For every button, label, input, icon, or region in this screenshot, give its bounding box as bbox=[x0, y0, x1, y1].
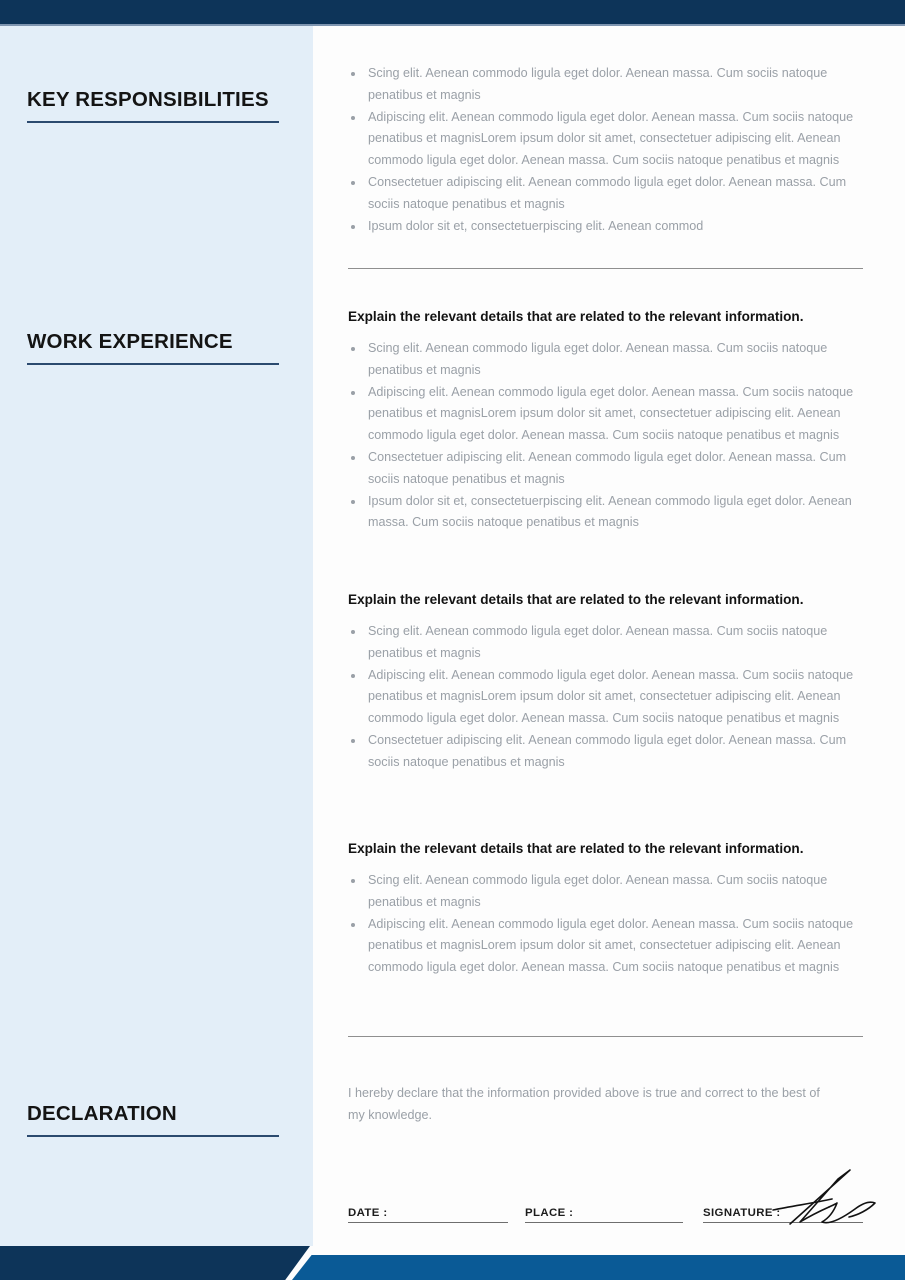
bullet-item: • Scing elit. Aenean commodo ligula eget dolor. Aenean massa. Cum sociis natoque penatibus et magnis bbox=[365, 63, 881, 107]
divider bbox=[348, 268, 863, 269]
bullet-item: • Adipiscing elit. Aenean commodo ligula eget dolor. Aenean massa. Cum sociis natoque penatibus et magnisLorem ipsum dolor sit amet, consectetuer adipiscing elit. Aenean commodo ligula eget dolor. Aenean massa. Cum sociis natoque penatibus et magnis bbox=[365, 382, 864, 447]
declaration-text: I hereby declare that the information provided above is true and correct to the best of my knowledge. bbox=[348, 1086, 820, 1122]
key-responsibilities-list bbox=[348, 63, 881, 237]
bottom-left-accent-band bbox=[0, 1246, 310, 1280]
experience-entry-title: Explain the relevant details that are related to the relevant information. bbox=[348, 841, 804, 856]
bullet-item: • Adipiscing elit. Aenean commodo ligula eget dolor. Aenean massa. Cum sociis natoque penatibus et magnisLorem ipsum dolor sit amet, consectetuer adipiscing elit. Aenean commodo ligula eget dolor. Aenean massa. Cum sociis natoque penatibus et magnis bbox=[365, 107, 881, 172]
experience-entry-title: Explain the relevant details that are related to the relevant information. bbox=[348, 309, 804, 324]
bullet-item: • Consectetuer adipiscing elit. Aenean commodo ligula eget dolor. Aenean massa. Cum sociis natoque penatibus et magnis bbox=[365, 730, 864, 774]
place-label: PLACE : bbox=[525, 1207, 574, 1219]
bullet-item: • Scing elit. Aenean commodo ligula eget dolor. Aenean massa. Cum sociis natoque penatibus et magnis bbox=[365, 621, 864, 665]
signature-label: SIGNATURE : bbox=[703, 1207, 781, 1219]
experience-entry bbox=[348, 839, 864, 979]
bullet-item: • Ipsum dolor sit et, consectetuerpiscing elit. Aenean commod bbox=[365, 216, 881, 238]
bullet-item: • Ipsum dolor sit et, consectetuerpiscing elit. Aenean commodo ligula eget dolor. Aenean massa. Cum sociis natoque penatibus et magnis bbox=[365, 491, 864, 535]
bullet-item: • Consectetuer adipiscing elit. Aenean commodo ligula eget dolor. Aenean massa. Cum sociis natoque penatibus et magnis bbox=[365, 447, 864, 491]
bullet-item: • Scing elit. Aenean commodo ligula eget dolor. Aenean massa. Cum sociis natoque penatibus et magnis bbox=[365, 870, 864, 914]
experience-entry bbox=[348, 307, 864, 534]
bottom-right-accent-band bbox=[292, 1255, 905, 1280]
signature-scribble bbox=[770, 1164, 882, 1230]
top-accent-bar bbox=[0, 0, 905, 26]
bullet-item: • Adipiscing elit. Aenean commodo ligula eget dolor. Aenean massa. Cum sociis natoque penatibus et magnisLorem ipsum dolor sit amet, consectetuer adipiscing elit. Aenean commodo ligula eget dolor. Aenean massa. Cum sociis natoque penatibus et magnis bbox=[365, 665, 864, 730]
experience-entry-list bbox=[348, 870, 864, 979]
section-heading-work-experience: WORK EXPERIENCE bbox=[27, 330, 279, 365]
bullet-item: • Adipiscing elit. Aenean commodo ligula eget dolor. Aenean massa. Cum sociis natoque penatibus et magnisLorem ipsum dolor sit amet, consectetuer adipiscing elit. Aenean commodo ligula eget dolor. Aenean massa. Cum sociis natoque penatibus et magnis bbox=[365, 914, 864, 979]
divider bbox=[348, 1036, 863, 1037]
date-label: DATE : bbox=[348, 1207, 388, 1219]
place-field bbox=[525, 1203, 683, 1223]
bullet-item: • Consectetuer adipiscing elit. Aenean commodo ligula eget dolor. Aenean massa. Cum sociis natoque penatibus et magnis bbox=[365, 172, 881, 216]
section-heading-declaration: DECLARATION bbox=[27, 1102, 279, 1137]
section-heading-key-responsibilities: KEY RESPONSIBILITIES bbox=[27, 88, 279, 123]
date-field bbox=[348, 1203, 508, 1223]
experience-entry bbox=[348, 590, 864, 774]
bullet-item: • Scing elit. Aenean commodo ligula eget dolor. Aenean massa. Cum sociis natoque penatibus et magnis bbox=[365, 338, 864, 382]
sidebar bbox=[0, 26, 313, 1246]
experience-entry-list bbox=[348, 621, 864, 774]
experience-entry-title: Explain the relevant details that are related to the relevant information. bbox=[348, 592, 804, 607]
experience-entry-list bbox=[348, 338, 864, 534]
